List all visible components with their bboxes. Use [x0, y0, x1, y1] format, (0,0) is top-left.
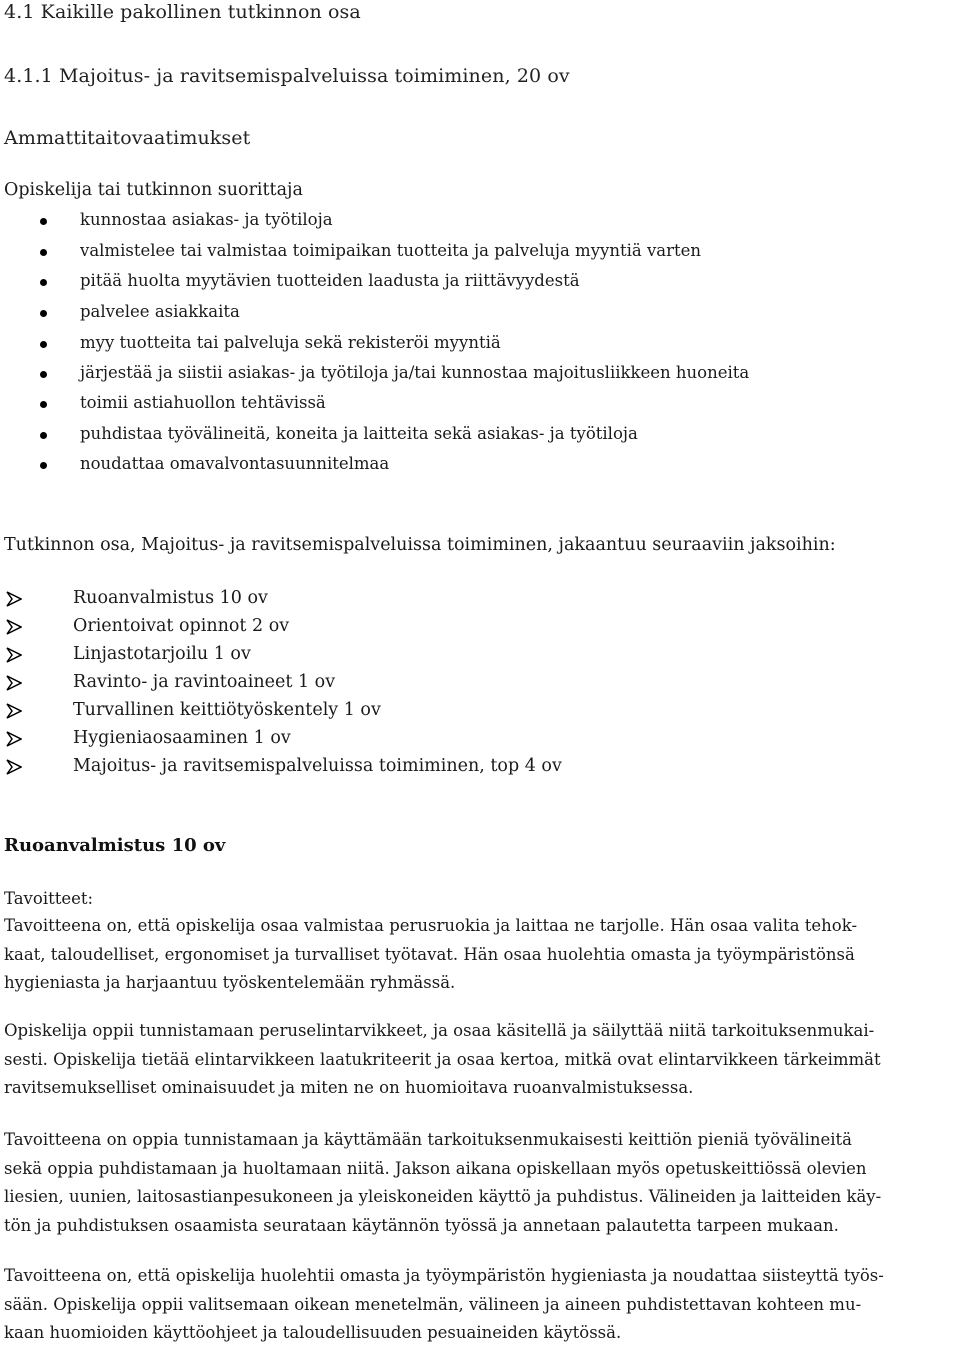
list-item-text: palvelee asiakkaita — [80, 302, 240, 321]
bullet-icon — [40, 371, 47, 378]
bullet-icon — [40, 279, 47, 286]
paragraph — [4, 1262, 954, 1348]
arrowhead-bullet-icon — [6, 675, 22, 691]
list-item-text: Linjastotarjoilu 1 ov — [73, 644, 251, 664]
list-item-text: myy tuotteita tai palveluja sekä rekisteröi myyntiä — [80, 333, 501, 352]
section-title: Ruoanvalmistus 10 ov — [4, 835, 226, 856]
arrowhead-bullet-icon — [6, 591, 22, 607]
heading-requirements: Ammattitaitovaatimukset — [4, 127, 251, 149]
division-intro-text: Tutkinnon osa, Majoitus- ja ravitsemispalveluissa toimiminen, jakaantuu seuraaviin jaksoihin: — [4, 535, 836, 555]
list-item-text: järjestää ja siistii asiakas- ja työtiloja ja/tai kunnostaa majoitusliikkeen huoneita — [80, 363, 750, 382]
arrowhead-bullet-icon — [6, 619, 22, 635]
paragraph-line: kaan huomioiden käyttöohjeet ja taloudellisuuden pesuaineiden käytössä. — [4, 1323, 622, 1342]
bullet-icon — [40, 249, 47, 256]
paragraph — [4, 1126, 954, 1240]
paragraph-line: hygieniasta ja harjaantuu työskentelemään ryhmässä. — [4, 973, 456, 992]
heading-level-2: 4.1 Kaikille pakollinen tutkinnon osa — [4, 1, 361, 23]
bullet-icon — [40, 462, 47, 469]
bullet-icon — [40, 401, 47, 408]
goals-label: Tavoitteet: — [4, 889, 94, 908]
paragraph-line: ravitsemukselliset ominaisuudet ja miten ne on huomioitava ruoanvalmistuksessa. — [4, 1078, 694, 1097]
arrowhead-bullet-icon — [6, 731, 22, 747]
paragraph-line: Opiskelija oppii tunnistamaan peruselintarvikkeet, ja osaa käsitellä ja säilyttää niitä tarkoituksenmukai- — [4, 1021, 875, 1040]
bullet-icon — [40, 218, 47, 225]
arrowhead-bullet-icon — [6, 759, 22, 775]
list-item-text: Hygieniaosaaminen 1 ov — [73, 728, 291, 748]
paragraph-line: kaat, taloudelliset, ergonomiset ja turvalliset työtavat. Hän osaa huolehtia omasta ja työympäristönsä — [4, 944, 855, 964]
list-item-text: Orientoivat opinnot 2 ov — [73, 616, 290, 636]
arrowhead-bullet-icon — [6, 703, 22, 719]
bullet-icon — [40, 432, 47, 439]
bullet-icon — [40, 341, 47, 348]
paragraph-line: tön ja puhdistuksen osaamista seurataan käytännön työssä ja annetaan palautetta tarpeen mukaan. — [4, 1215, 839, 1235]
paragraph-line: sään. Opiskelija oppii valitsemaan oikean menetelmän, välineen ja aineen puhdistettavan kohteen mu- — [4, 1294, 862, 1314]
list-item-text: Turvallinen keittiötyöskentely 1 ov — [73, 700, 381, 720]
paragraph — [4, 912, 954, 998]
intro-text: Opiskelija tai tutkinnon suorittaja — [4, 180, 303, 200]
list-item-text: toimii astiahuollon tehtävissä — [80, 393, 326, 412]
paragraph-line: liesien, uunien, laitosastianpesukoneen ja yleiskoneiden käyttö ja puhdistus. Välineiden ja laitteiden käy- — [4, 1187, 882, 1206]
list-item-text: kunnostaa asiakas- ja työtiloja — [80, 210, 333, 229]
list-item-text: Majoitus- ja ravitsemispalveluissa toimiminen, top 4 ov — [73, 756, 562, 776]
paragraph — [4, 1017, 954, 1103]
bullet-icon — [40, 310, 47, 317]
paragraph-line: sekä oppia puhdistamaan ja huoltamaan niitä. Jakson aikana opiskellaan myös opetuskeittiössä olevien — [4, 1158, 867, 1178]
paragraph-line: Tavoitteena on, että opiskelija osaa valmistaa perusruokia ja laittaa ne tarjolle. Hän osaa valita tehok- — [4, 916, 858, 935]
list-item-text: pitää huolta myytävien tuotteiden laadusta ja riittävyydestä — [80, 271, 580, 290]
paragraph-line: Tavoitteena on, että opiskelija huolehtii omasta ja työympäristön hygieniasta ja noudattaa siisteyttä työs- — [4, 1266, 884, 1285]
list-item-text: Ravinto- ja ravintoaineet 1 ov — [73, 672, 336, 692]
paragraph-line: Tavoitteena on oppia tunnistamaan ja käyttämään tarkoituksenmukaisesti keittiön pieniä työvälineitä — [4, 1130, 853, 1149]
list-item-text: Ruoanvalmistus 10 ov — [73, 588, 268, 608]
arrowhead-bullet-icon — [6, 647, 22, 663]
paragraph-line: sesti. Opiskelija tietää elintarvikkeen laatukriteerit ja osaa kertoa, mitkä ovat elintarvikkeen tärkeimmät — [4, 1049, 881, 1069]
list-item-text: puhdistaa työvälineitä, koneita ja laitteita sekä asiakas- ja työtiloja — [80, 424, 638, 443]
heading-level-3: 4.1.1 Majoitus- ja ravitsemispalveluissa toimiminen, 20 ov — [4, 65, 570, 87]
list-item-text: noudattaa omavalvontasuunnitelmaa — [80, 454, 390, 473]
list-item-text: valmistelee tai valmistaa toimipaikan tuotteita ja palveluja myyntiä varten — [80, 241, 702, 260]
